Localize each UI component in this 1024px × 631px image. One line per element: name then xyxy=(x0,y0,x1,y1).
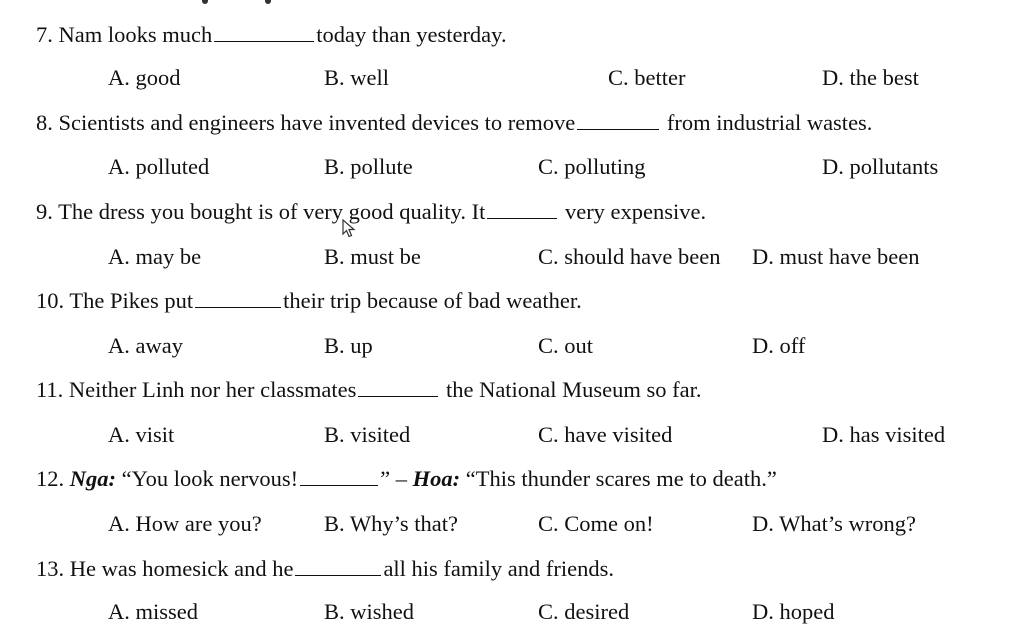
option-d: D. pollutants xyxy=(822,154,939,179)
option-c: C. polluting xyxy=(538,154,646,179)
question-13 xyxy=(36,556,614,582)
question-number: 10. xyxy=(36,288,65,313)
answer-blank xyxy=(577,111,659,130)
option-d: D. hoped xyxy=(752,599,835,624)
option-c: C. better xyxy=(608,65,686,90)
answer-blank xyxy=(195,289,281,308)
option-a: A. missed xyxy=(108,599,198,624)
question-number: 7. xyxy=(36,22,53,47)
answer-blank xyxy=(487,200,557,219)
question-10 xyxy=(36,288,582,314)
question-text-before: “You look nervous! xyxy=(121,466,299,491)
question-number: 9. xyxy=(36,199,53,224)
option-d: D. has visited xyxy=(822,422,946,447)
question-text-before: Nam looks much xyxy=(58,22,213,47)
option-b: B. must be xyxy=(324,244,421,269)
option-a: A. How are you? xyxy=(108,511,262,536)
answer-blank xyxy=(358,378,438,397)
question-text-after: their trip because of bad weather. xyxy=(283,288,582,313)
question-11 xyxy=(36,377,702,403)
option-a: A. polluted xyxy=(108,154,210,179)
mouse-pointer-icon xyxy=(342,219,356,239)
question-text-after: from industrial wastes. xyxy=(661,110,873,135)
option-b: B. up xyxy=(324,333,373,358)
option-c: C. have visited xyxy=(538,422,673,447)
question-text-before: The dress you bought is of very good quality. It xyxy=(58,199,486,224)
question-text-after: all his family and friends. xyxy=(383,556,615,581)
question-number: 11. xyxy=(36,377,64,402)
question-text-before: He was homesick and he xyxy=(69,556,294,581)
question-text-before: Scientists and engineers have invented devices to remove xyxy=(58,110,576,135)
option-c: C. Come on! xyxy=(538,511,654,536)
answer-blank xyxy=(214,23,314,42)
option-a: A. away xyxy=(108,333,183,358)
option-b: B. Why’s that? xyxy=(324,511,458,536)
option-b: B. visited xyxy=(324,422,411,447)
option-d: D. the best xyxy=(822,65,919,90)
option-d: D. What’s wrong? xyxy=(752,511,916,536)
answer-blank xyxy=(300,467,378,486)
option-b: B. pollute xyxy=(324,154,413,179)
speaker-hoa: Hoa: xyxy=(412,466,461,491)
option-b: B. well xyxy=(324,65,389,90)
cropped-previous-line xyxy=(0,0,1024,10)
option-c: C. out xyxy=(538,333,594,358)
speaker-nga: Nga: xyxy=(69,466,116,491)
option-d: D. must have been xyxy=(752,244,920,269)
option-a: A. may be xyxy=(108,244,202,269)
option-a: A. good xyxy=(108,65,181,90)
question-text-after: the National Museum so far. xyxy=(440,377,702,402)
question-text-before: Neither Linh nor her classmates xyxy=(68,377,357,402)
question-number: 8. xyxy=(36,110,53,135)
option-c: C. desired xyxy=(538,599,630,624)
option-d: D. off xyxy=(752,333,806,358)
option-c: C. should have been xyxy=(538,244,721,269)
question-12 xyxy=(36,466,777,492)
question-number: 12. xyxy=(36,466,65,491)
question-text-after: “This thunder scares me to death.” xyxy=(465,466,777,491)
question-7 xyxy=(36,22,507,48)
question-text-before: The Pikes put xyxy=(69,288,194,313)
question-8 xyxy=(36,110,872,136)
option-b: B. wished xyxy=(324,599,414,624)
question-text-after: today than yesterday. xyxy=(316,22,507,47)
question-text-mid: ” – xyxy=(380,466,413,491)
question-9 xyxy=(36,199,706,225)
answer-blank xyxy=(295,557,381,576)
question-number: 13. xyxy=(36,556,65,581)
question-text-after: very expensive. xyxy=(559,199,707,224)
option-a: A. visit xyxy=(108,422,175,447)
